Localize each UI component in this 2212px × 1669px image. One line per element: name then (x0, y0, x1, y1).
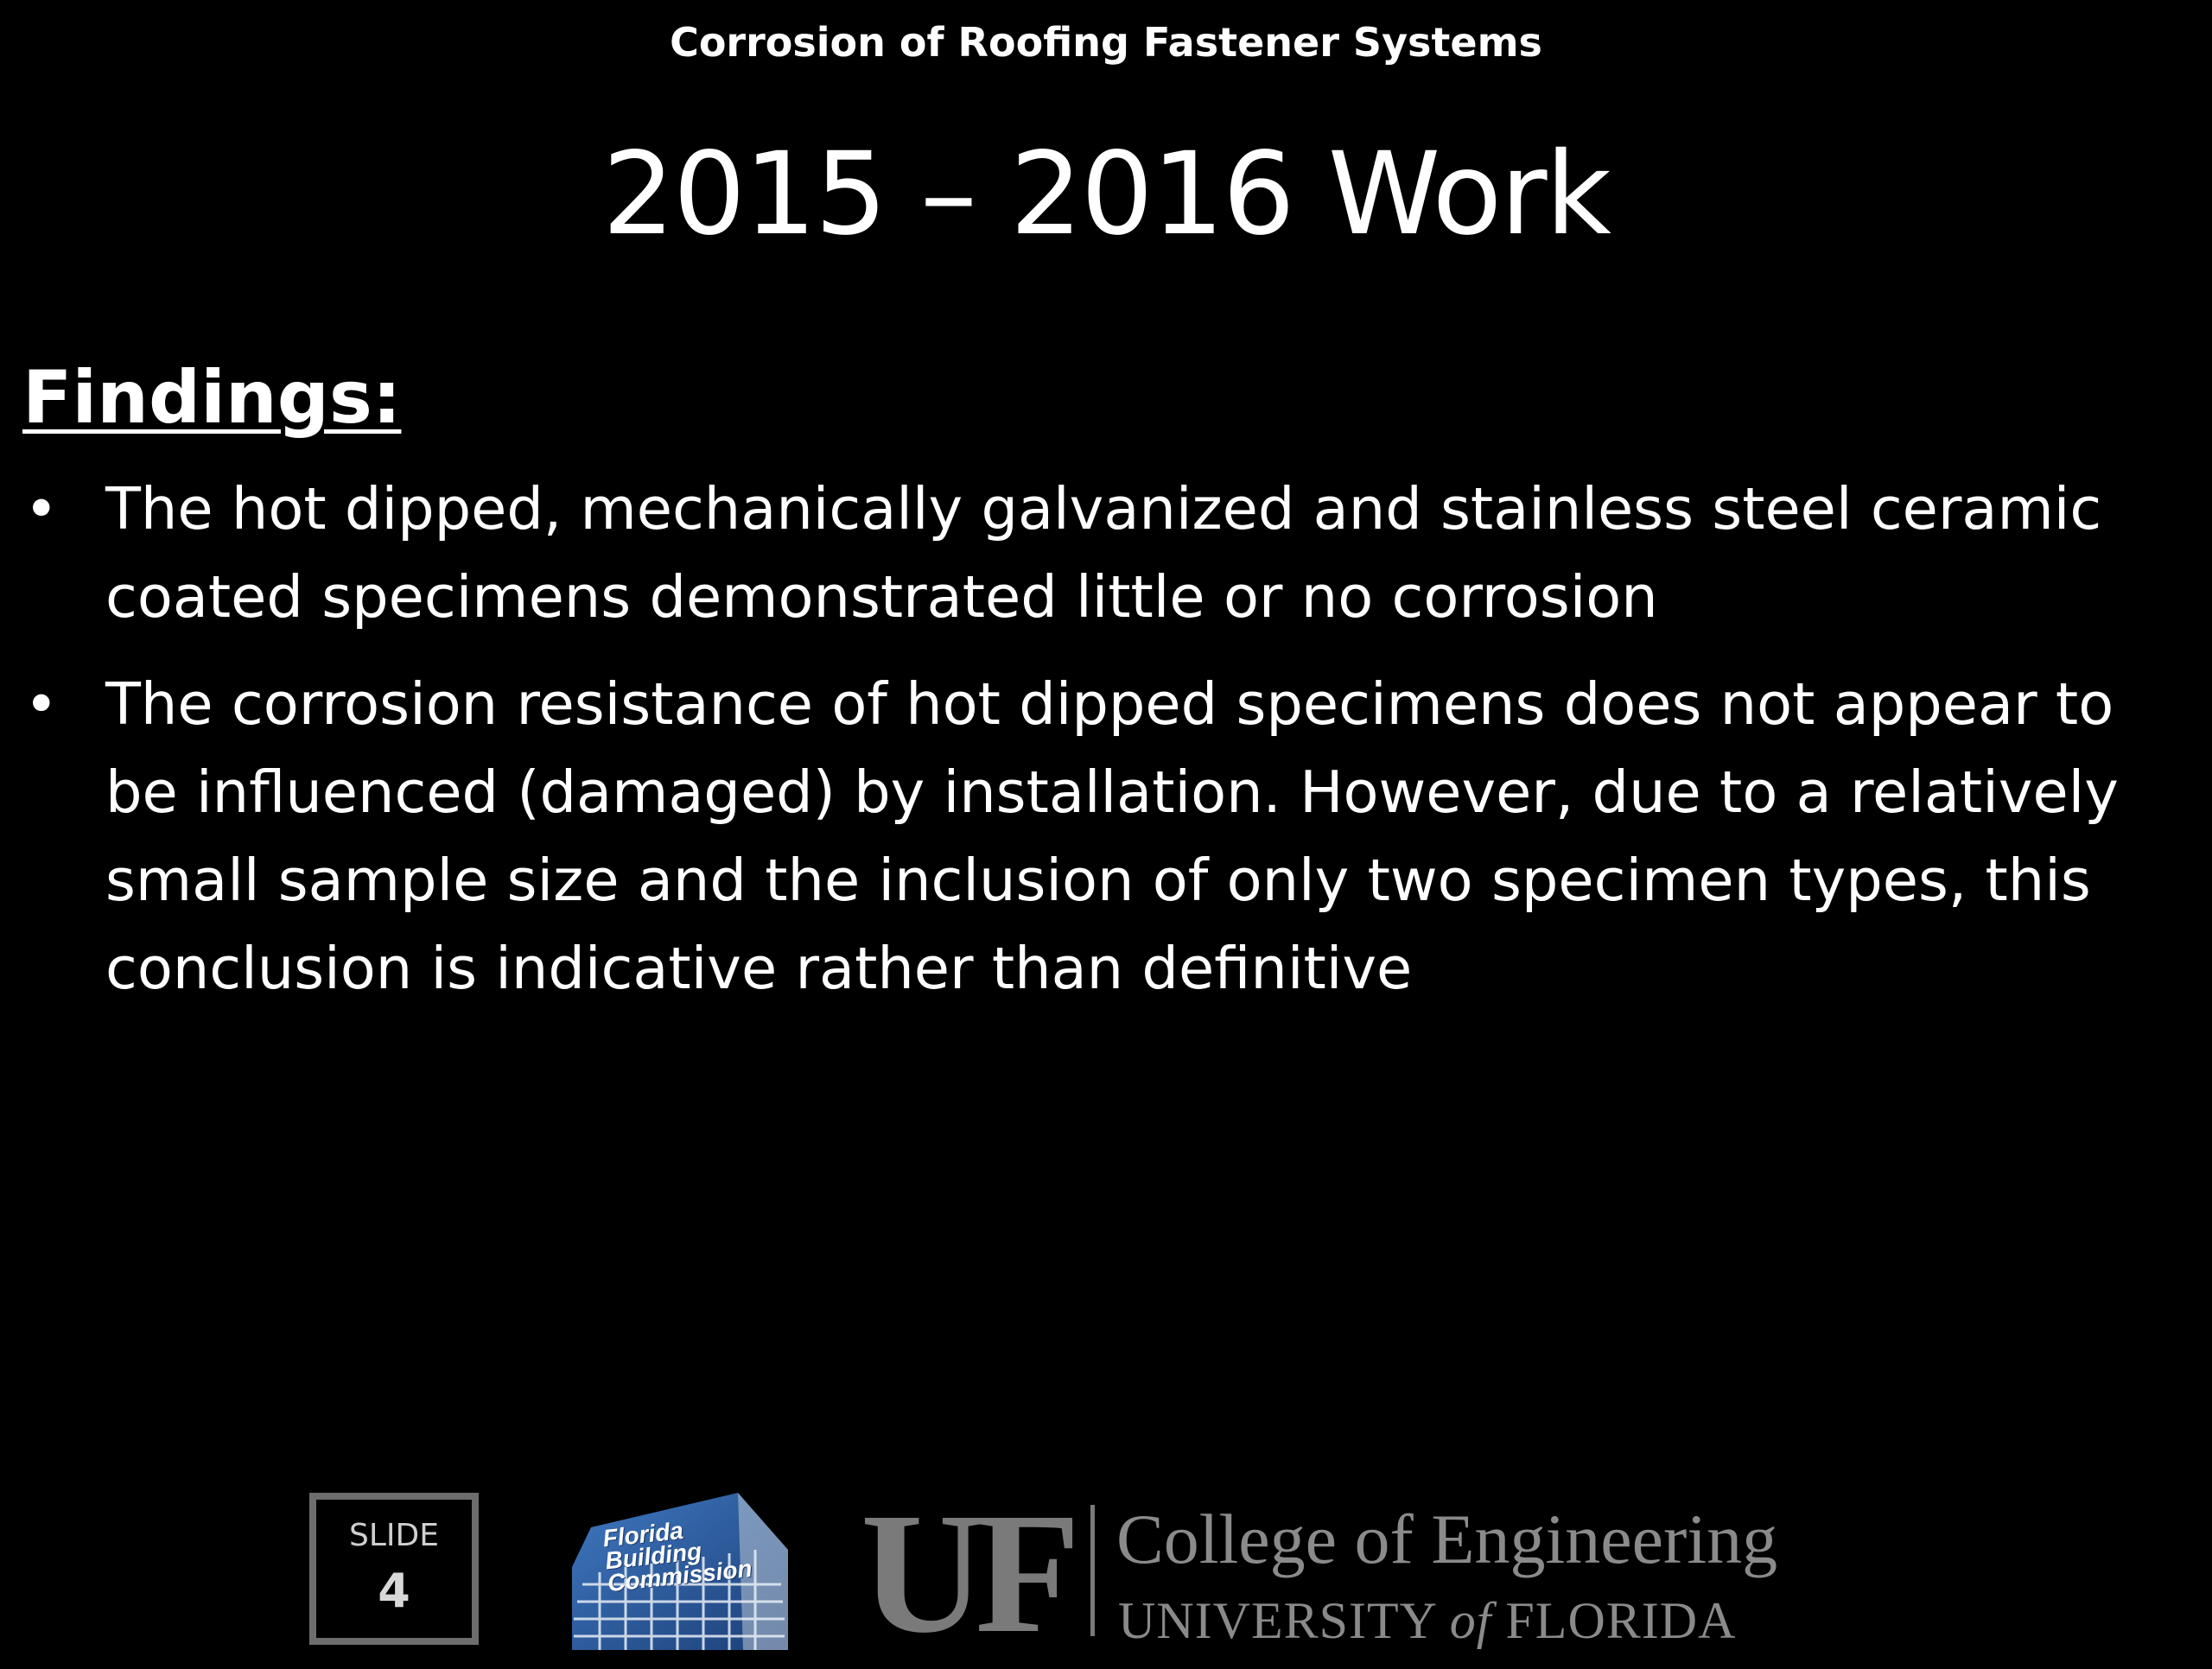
list-item (22, 660, 2165, 1012)
slide-number: 4 (378, 1564, 410, 1618)
bullet-text: The hot dipped, mechanically galvanized and stainless steel ceramic coated specimens demonstrated little or no corrosion (105, 475, 2102, 631)
university-of: of (1449, 1592, 1492, 1649)
bullet-text: The corrosion resistance of hot dipped specimens does not appear to be influenced (damaged) by installation. However, due to a relatively small sample size and the inclusion of only two specimen types, this conclusion is indicative rather than definitive (105, 670, 2119, 1002)
presentation-title: Corrosion of Roofing Fastener Systems (670, 19, 1542, 66)
findings-heading: Findings: (22, 355, 402, 440)
florida-building-commission-logo (565, 1489, 795, 1653)
university-prefix: UNIVERSITY (1118, 1592, 1436, 1649)
footer (0, 1478, 2212, 1669)
findings-list (22, 465, 2165, 1031)
slide-number-badge (309, 1493, 479, 1645)
slide-label: SLIDE (349, 1518, 439, 1553)
bullet-icon: • (24, 475, 59, 543)
bullet-icon: • (24, 670, 59, 738)
slide-title: 2015 – 2016 Work (602, 128, 1610, 261)
list-item (22, 465, 2165, 641)
college-name: College of Engineering (1116, 1500, 1778, 1578)
uf-logo: UF (861, 1478, 1071, 1669)
university-name (1118, 1588, 1736, 1653)
logo-divider (1090, 1505, 1095, 1636)
university-suffix: FLORIDA (1505, 1592, 1737, 1649)
fbc-logo-text: Florida Building Commission (601, 1516, 753, 1597)
